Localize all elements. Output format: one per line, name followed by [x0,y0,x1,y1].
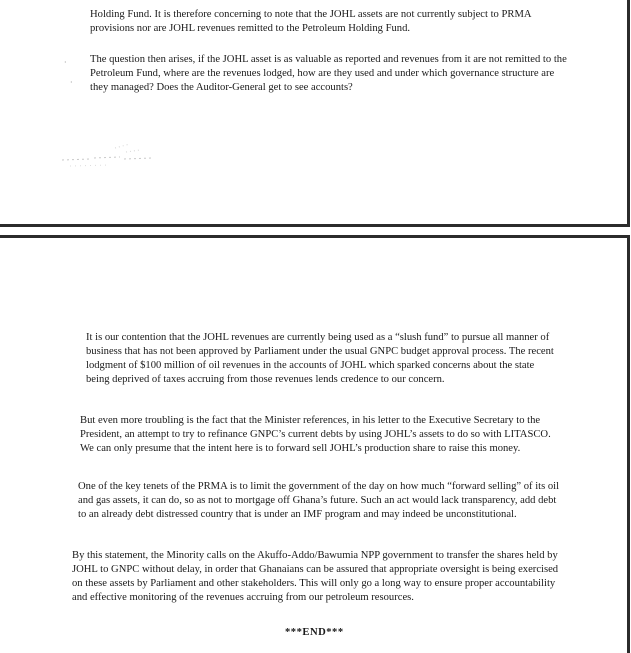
document-page-top [0,0,630,227]
margin-mark: · [64,58,67,67]
paragraph-slush-fund: It is our contention that the JOHL revenues are currently being used as a “slush fund” to pursue all manner of business that has not been approved by Parliament under the usual GNPC budget approval process. The recent lodgment of $100 million of oil revenues in the accounts of JOHL which sparked concerns about the state being deprived of taxes accruing from those revenues lends credence to our concern. [86,331,554,386]
paragraph-prma-tenets: One of the key tenets of the PRMA is to limit the government of the day on how much “forward selling” of its oil and gas assets, it can do, so as not to mortgage off Ghana’s future. Such an act would lack transparency, add debt to an already debt distressed country that is under an IMF program and may indeed be unconstitutional. [78,480,560,520]
page-gap [0,227,631,235]
paragraph-question: The question then arises, if the JOHL asset is as valuable as reported and revenues from it are not remitted to the Petroleum Fund, where are the revenues lodged, how are they used and under which governance structure are they managed? Does the Auditor-General get to see accounts? [90,53,567,93]
document-page-bottom [0,235,630,653]
paragraph-minority-call: By this statement, the Minority calls on the Akuffo-Addo/Bawumia NPP government to transfer the shares held by JOHL to GNPC without delay, in order that Ghanaians can be assured that appropriate oversight is being exercised on these assets by Parliament and other stakeholders. This will only go a long way to ensure proper accountability and effective monitoring of the revenues accruing from our petroleum resources. [72,549,559,604]
margin-mark: · [70,78,73,87]
faint-scan-marks [60,138,160,174]
end-marker: ***END*** [285,627,344,638]
paragraph-holding-fund: Holding Fund. It is therefore concerning to note that the JOHL assets are not currently subject to PRMA provisions nor are JOHL revenues remitted to the Petroleum Holding Fund. [90,8,531,34]
paragraph-minister-references: But even more troubling is the fact that the Minister references, in his letter to the Executive Secretary to the President, an attempt to try to refinance GNPC’s current debts by using JOHL’s assets to do so with LITASCO. We can only presume that the intent here is to forward sell JOHL’s production share to raise this money. [80,414,551,454]
